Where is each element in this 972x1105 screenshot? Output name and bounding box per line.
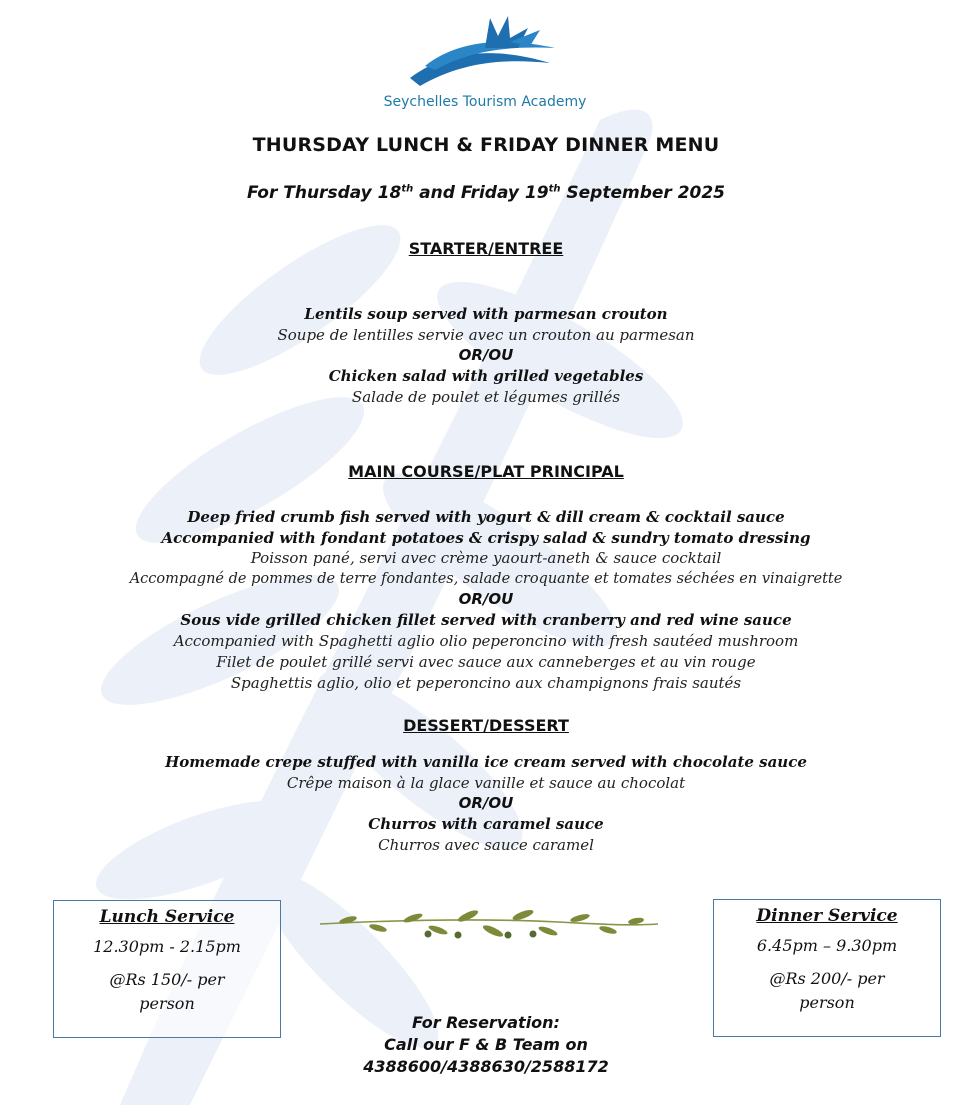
dinner-service-title: Dinner Service [756,906,898,926]
menu-item-fr: Filet de poulet grillé servi avec sauce aux canneberges et au vin rouge [216,653,756,671]
menu-item-en: Lentils soup served with parmesan crouton [304,305,668,323]
section-title-starter: STARTER/ENTREE [408,239,564,258]
menu-item-en: Deep fried crumb fish served with yogurt & dill cream & cocktail sauce [187,508,785,526]
logo-text: Seychelles Tourism Academy [383,94,587,110]
section-title-dessert: DESSERT/DESSERT [403,716,569,735]
dinner-service-time: 6.45pm – 9.30pm [756,936,898,955]
menu-item-fr: Soupe de lentilles servie avec un crouton au parmesan [277,326,695,344]
bird-wave-logo-icon [390,8,580,88]
lunch-service-time: 12.30pm - 2.15pm [93,937,241,956]
menu-item-en-desc: Accompanied with Spaghetti aglio olio peperoncino with fresh sautéed mushroom [173,632,799,650]
menu-item-fr: Churros avec sauce caramel [378,836,594,854]
menu-item-en: Chicken salad with grilled vegetables [328,367,644,385]
menu-item-en: Sous vide grilled chicken fillet served with cranberry and red wine sauce [180,611,792,629]
or-separator: OR/OU [458,346,514,364]
olive-branch-divider-icon [318,904,660,944]
menu-item-en: Accompanied with fondant potatoes & crispy salad & sundry tomato dressing [161,529,811,547]
reservation-phone: 4388600/4388630/2588172 [363,1057,609,1076]
page-title: THURSDAY LUNCH & FRIDAY DINNER MENU [252,134,720,156]
section-title-main: MAIN COURSE/PLAT PRINCIPAL [348,462,624,481]
menu-item-fr: Spaghettis aglio, olio et peperoncino aux champignons frais sautés [230,674,742,692]
menu-item-fr: Salade de poulet et légumes grillés [351,388,621,406]
menu-item-fr: Crêpe maison à la glace vanille et sauce au chocolat [286,774,686,792]
dinner-service-price: @Rs 200/- per person [769,969,885,1012]
reservation-label: For Reservation: [412,1013,560,1032]
menu-item-en: Homemade crepe stuffed with vanilla ice cream served with chocolate sauce [165,753,807,771]
lunch-service-title: Lunch Service [99,907,235,927]
lunch-service-price: @Rs 150/- per person [109,970,225,1013]
reservation-call: Call our F & B Team on [384,1035,588,1054]
academy-logo [380,8,590,116]
menu-item-fr: Poisson pané, servi avec crème yaourt-aneth & sauce cocktail [250,549,722,567]
menu-item-en: Churros with caramel sauce [368,815,604,833]
menu-item-fr: Accompagné de pommes de terre fondantes, salade croquante et tomates séchées en vinaigrette [129,571,843,587]
or-separator: OR/OU [458,794,514,812]
or-separator: OR/OU [458,590,514,608]
menu-date: For Thursday 18th and Friday 19th September 2025 [246,183,726,203]
reservation-info [0,1012,972,1078]
